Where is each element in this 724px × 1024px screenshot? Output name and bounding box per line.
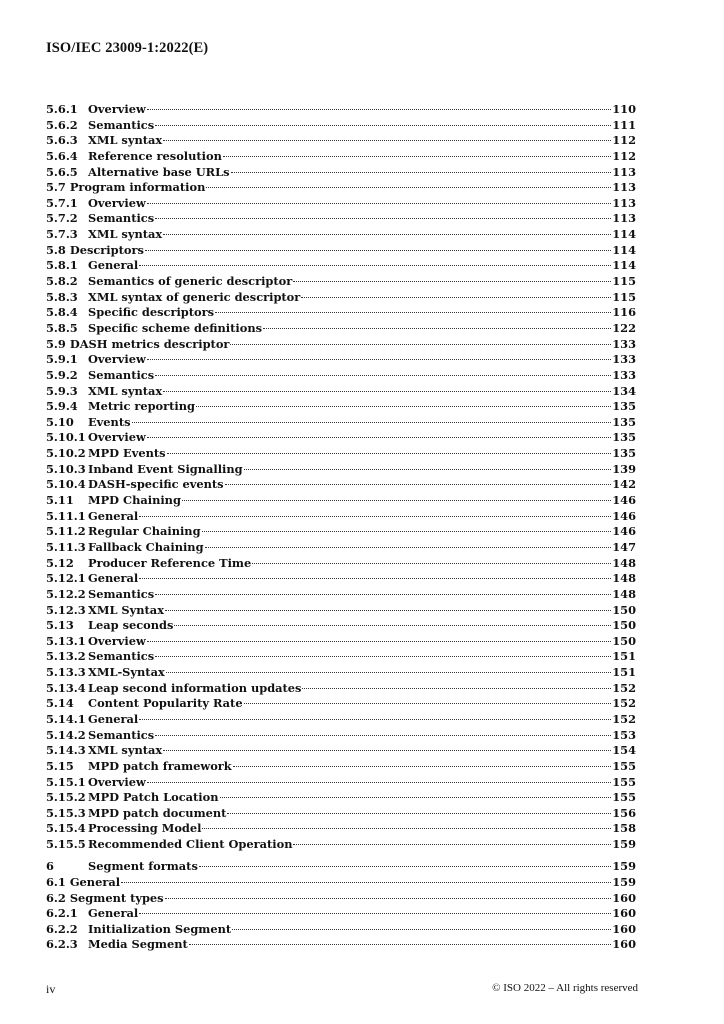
toc-entry-title: Segment formats <box>88 859 198 874</box>
toc-entry-page: 133 <box>612 336 636 351</box>
toc-entry-title: Content Popularity Rate <box>88 696 243 711</box>
toc-dot-leader <box>231 172 612 173</box>
toc-dot-leader <box>206 187 611 188</box>
toc-dot-leader <box>227 813 611 814</box>
toc-entry-number: 5.13.1 <box>46 633 86 648</box>
toc-entry-title: General <box>88 258 139 273</box>
toc-entry[interactable] <box>46 446 636 462</box>
toc-entry-title: Producer Reference Time <box>88 555 252 570</box>
toc-entry-number: 5.9.1 <box>46 352 78 367</box>
toc-entry-title: Program information <box>69 180 206 195</box>
toc-entry-number: 5.6.5 <box>46 164 78 179</box>
toc-entry[interactable] <box>46 649 636 665</box>
toc-entry-number: 5.15.2 <box>46 790 86 805</box>
toc-entry-number: 5.13.3 <box>46 665 86 680</box>
toc-entry-title: Reference resolution <box>88 148 222 163</box>
toc-dot-leader <box>263 328 611 329</box>
toc-entry[interactable] <box>46 290 636 306</box>
toc-entry-page: 148 <box>612 555 636 570</box>
toc-entry-page: 154 <box>612 743 636 758</box>
toc-entry[interactable] <box>46 524 636 540</box>
toc-entry-page: 115 <box>612 274 636 289</box>
toc-entry-number: 5.15.1 <box>46 774 86 789</box>
footer-page-number: iv <box>46 982 56 996</box>
toc-entry-page: 150 <box>612 618 636 633</box>
toc-entry[interactable] <box>46 149 636 165</box>
toc-dot-leader <box>252 563 611 564</box>
toc-entry-page: 146 <box>612 493 636 508</box>
toc-entry-number: 5.15.4 <box>46 821 86 836</box>
toc-entry[interactable] <box>46 321 636 337</box>
toc-entry-title: Semantics <box>88 211 155 226</box>
toc-entry-title: XML syntax <box>88 133 163 148</box>
toc-entry-number: 5.6.4 <box>46 148 78 163</box>
toc-entry-title: XML syntax <box>88 227 163 242</box>
toc-entry-number: 5.12.3 <box>46 602 86 617</box>
toc-entry-number: 5.8.4 <box>46 305 78 320</box>
toc-entry-number: 5.13 <box>46 618 74 633</box>
toc-dot-leader <box>165 898 612 899</box>
toc-entry-number: 5.8 <box>46 242 66 257</box>
toc-dot-leader <box>293 281 611 282</box>
toc-entry-number: 5.14.3 <box>46 743 86 758</box>
toc-entry-title: Semantics <box>88 367 155 382</box>
toc-entry-page: 113 <box>612 195 636 210</box>
toc-entry-page: 113 <box>612 180 636 195</box>
toc-entry[interactable] <box>46 728 636 744</box>
toc-dot-leader <box>139 578 611 579</box>
toc-entry-number: 5.6.1 <box>46 102 78 116</box>
toc-entry-page: 139 <box>612 461 636 476</box>
toc-entry-title: Overview <box>88 195 146 210</box>
toc-entry-number: 5.8.5 <box>46 320 78 335</box>
toc-entry[interactable] <box>46 712 636 728</box>
toc-entry-page: 160 <box>612 890 636 905</box>
toc-entry-title: Specific scheme definitions <box>88 320 263 335</box>
toc-dot-leader <box>163 234 611 235</box>
toc-entry[interactable] <box>46 337 636 353</box>
toc-dot-leader <box>147 641 611 642</box>
toc-entry[interactable] <box>46 540 636 556</box>
toc-entry-page: 150 <box>612 633 636 648</box>
toc-entry[interactable] <box>46 696 636 712</box>
toc-entry[interactable] <box>46 399 636 415</box>
toc-entry-title: Regular Chaining <box>88 524 201 539</box>
toc-entry[interactable] <box>46 133 636 149</box>
toc-entry[interactable] <box>46 837 636 853</box>
toc-entry-page: 153 <box>612 727 636 742</box>
toc-entry-page: 116 <box>612 305 636 320</box>
toc-entry-title: DASH metrics descriptor <box>69 336 230 351</box>
toc-entry[interactable] <box>46 509 636 525</box>
toc-entry-number: 5.9.2 <box>46 367 78 382</box>
toc-entry[interactable] <box>46 775 636 791</box>
toc-entry-number: 5.7.2 <box>46 211 78 226</box>
toc-dot-leader <box>147 359 611 360</box>
toc-dot-leader <box>244 703 612 704</box>
toc-entry-number: 6.1 <box>46 874 66 889</box>
toc-entry-title: MPD patch framework <box>88 758 232 773</box>
toc-entry-number: 5.10.1 <box>46 430 86 445</box>
toc-entry-title: Overview <box>88 102 146 116</box>
toc-entry-page: 135 <box>612 399 636 414</box>
toc-entry[interactable] <box>46 922 636 938</box>
toc-entry-title: Initialization Segment <box>88 921 232 936</box>
toc-dot-leader <box>215 312 611 313</box>
toc-dot-leader <box>223 156 611 157</box>
toc-entry[interactable] <box>46 227 636 243</box>
toc-entry[interactable] <box>46 821 636 837</box>
toc-entry[interactable] <box>46 571 636 587</box>
toc-dot-leader <box>139 913 611 914</box>
toc-entry[interactable] <box>46 790 636 806</box>
toc-entry-title: Overview <box>88 430 146 445</box>
toc-entry[interactable] <box>46 665 636 681</box>
toc-entry-number: 5.9.4 <box>46 399 78 414</box>
toc-entry-page: 146 <box>612 508 636 523</box>
toc-entry-title: Segment types <box>69 890 164 905</box>
toc-entry[interactable] <box>46 859 636 875</box>
toc-entry-page: 146 <box>612 524 636 539</box>
toc-entry-title: Media Segment <box>88 937 188 952</box>
toc-dot-leader <box>232 929 611 930</box>
toc-entry-page: 114 <box>612 227 636 242</box>
toc-entry-page: 122 <box>612 320 636 335</box>
toc-dot-leader <box>121 882 611 883</box>
toc-entry-number: 5.10 <box>46 414 74 429</box>
table-of-contents <box>46 102 636 953</box>
toc-dot-leader <box>155 125 611 126</box>
toc-entry[interactable] <box>46 477 636 493</box>
toc-entry-page: 135 <box>612 414 636 429</box>
toc-entry[interactable] <box>46 603 636 619</box>
toc-entry-number: 5.13.2 <box>46 649 86 664</box>
toc-dot-leader <box>155 656 611 657</box>
toc-entry-title: General <box>69 874 121 889</box>
toc-entry[interactable] <box>46 681 636 697</box>
toc-entry-title: Overview <box>88 633 146 648</box>
toc-dot-leader <box>189 944 611 945</box>
toc-entry-title: Specific descriptors <box>88 305 215 320</box>
toc-entry-number: 5.11 <box>46 493 74 508</box>
toc-entry-number: 5.13.4 <box>46 680 86 695</box>
toc-entry-page: 152 <box>612 696 636 711</box>
toc-entry-page: 147 <box>612 539 636 554</box>
toc-entry-page: 150 <box>612 602 636 617</box>
toc-dot-leader <box>202 531 612 532</box>
toc-entry-title: Leap seconds <box>88 618 174 633</box>
toc-entry[interactable] <box>46 196 636 212</box>
toc-entry-number: 6.2.2 <box>46 921 78 936</box>
toc-entry-number: 5.12.2 <box>46 586 86 601</box>
toc-entry-number: 5.11.2 <box>46 524 86 539</box>
toc-entry-number: 5.11.3 <box>46 539 86 554</box>
toc-entry-page: 155 <box>612 774 636 789</box>
toc-entry-page: 112 <box>612 148 636 163</box>
toc-entry-number: 5.11.1 <box>46 508 86 523</box>
toc-entry-page: 135 <box>612 446 636 461</box>
toc-entry-title: Semantics <box>88 586 155 601</box>
toc-entry-title: Descriptors <box>69 242 144 257</box>
toc-dot-leader <box>174 625 611 626</box>
toc-entry-number: 5.9 <box>46 336 66 351</box>
toc-entry-page: 155 <box>612 758 636 773</box>
toc-entry-title: Semantics <box>88 649 155 664</box>
toc-entry[interactable] <box>46 743 636 759</box>
toc-entry-number: 5.7 <box>46 180 66 195</box>
toc-entry[interactable] <box>46 415 636 431</box>
toc-dot-leader <box>155 375 611 376</box>
toc-dot-leader <box>163 140 611 141</box>
toc-entry-number: 6 <box>46 859 54 874</box>
toc-entry[interactable] <box>46 352 636 368</box>
toc-dot-leader <box>163 750 611 751</box>
toc-entry-title: DASH-specific events <box>88 477 224 492</box>
toc-entry-title: Alternative base URLs <box>88 164 230 179</box>
toc-entry-number: 5.10.4 <box>46 477 86 492</box>
toc-dot-leader <box>225 484 612 485</box>
toc-entry-title: General <box>88 508 139 523</box>
toc-entry-page: 160 <box>612 937 636 952</box>
toc-entry-page: 158 <box>612 821 636 836</box>
toc-entry-page: 159 <box>612 859 636 874</box>
toc-entry-number: 5.12.1 <box>46 571 86 586</box>
toc-entry-number: 5.10.3 <box>46 461 86 476</box>
toc-entry-page: 159 <box>612 837 636 852</box>
toc-entry-page: 133 <box>612 367 636 382</box>
toc-dot-leader <box>166 672 611 673</box>
toc-entry-page: 135 <box>612 430 636 445</box>
toc-dot-leader <box>220 797 612 798</box>
toc-dot-leader <box>301 297 611 298</box>
toc-entry[interactable] <box>46 368 636 384</box>
toc-entry[interactable] <box>46 493 636 509</box>
toc-entry-page: 113 <box>612 164 636 179</box>
toc-entry-page: 142 <box>612 477 636 492</box>
toc-entry-number: 5.6.2 <box>46 117 78 132</box>
toc-entry-title: General <box>88 711 139 726</box>
toc-entry-number: 6.2.1 <box>46 906 78 921</box>
toc-dot-leader <box>147 437 611 438</box>
toc-entry-title: Events <box>88 414 131 429</box>
toc-entry-number: 5.14.2 <box>46 727 86 742</box>
toc-entry-title: Fallback Chaining <box>88 539 204 554</box>
toc-entry[interactable] <box>46 891 636 907</box>
footer-copyright: © ISO 2022 – All rights reserved <box>492 982 638 994</box>
toc-entry-number: 5.8.1 <box>46 258 78 273</box>
toc-entry-page: 113 <box>612 211 636 226</box>
toc-entry-title: General <box>88 571 139 586</box>
toc-dot-leader <box>233 766 612 767</box>
toc-entry-title: XML syntax of generic descriptor <box>88 289 301 304</box>
toc-entry[interactable] <box>46 462 636 478</box>
toc-entry-title: XML syntax <box>88 383 163 398</box>
toc-entry[interactable] <box>46 937 636 953</box>
toc-dot-leader <box>199 866 611 867</box>
toc-entry-page: 115 <box>612 289 636 304</box>
toc-dot-leader <box>182 500 611 501</box>
toc-entry-title: Metric reporting <box>88 399 195 414</box>
toc-entry[interactable] <box>46 556 636 572</box>
toc-entry-title: Recommended Client Operation <box>88 837 293 852</box>
toc-entry-page: 160 <box>612 906 636 921</box>
toc-entry-page: 133 <box>612 352 636 367</box>
toc-entry-title: MPD Chaining <box>88 493 181 508</box>
toc-entry-page: 159 <box>612 874 636 889</box>
toc-entry-number: 5.7.1 <box>46 195 78 210</box>
toc-dot-leader <box>202 828 611 829</box>
toc-entry-page: 160 <box>612 921 636 936</box>
toc-entry-title: MPD Events <box>88 446 166 461</box>
toc-entry-title: General <box>88 906 139 921</box>
toc-entry-title: Leap second information updates <box>88 680 302 695</box>
toc-entry-title: Semantics <box>88 117 155 132</box>
toc-entry-title: Inband Event Signalling <box>88 461 243 476</box>
toc-entry-number: 5.8.3 <box>46 289 78 304</box>
document-header: ISO/IEC 23009-1:2022(E) <box>46 40 209 56</box>
toc-entry[interactable] <box>46 102 636 118</box>
toc-entry[interactable] <box>46 274 636 290</box>
toc-entry-number: 5.15.5 <box>46 837 86 852</box>
toc-entry-title: MPD Patch Location <box>88 790 219 805</box>
toc-entry[interactable] <box>46 118 636 134</box>
toc-entry-number: 5.10.2 <box>46 446 86 461</box>
toc-entry[interactable] <box>46 759 636 775</box>
toc-dot-leader <box>205 547 612 548</box>
toc-entry[interactable] <box>46 180 636 196</box>
toc-entry-title: Semantics <box>88 727 155 742</box>
toc-entry[interactable] <box>46 305 636 321</box>
toc-entry[interactable] <box>46 806 636 822</box>
toc-entry-title: Overview <box>88 774 146 789</box>
toc-entry-page: 114 <box>612 258 636 273</box>
toc-entry-title: XML-Syntax <box>88 665 165 680</box>
toc-entry[interactable] <box>46 634 636 650</box>
toc-entry[interactable] <box>46 587 636 603</box>
toc-entry-number: 5.7.3 <box>46 227 78 242</box>
toc-entry[interactable] <box>46 618 636 634</box>
toc-dot-leader <box>293 844 611 845</box>
toc-entry-title: MPD patch document <box>88 805 227 820</box>
toc-entry-number: 6.2.3 <box>46 937 78 952</box>
toc-dot-leader <box>139 516 611 517</box>
toc-dot-leader <box>147 203 611 204</box>
toc-entry-title: Overview <box>88 352 146 367</box>
toc-dot-leader <box>147 109 611 110</box>
toc-entry-page: 152 <box>612 711 636 726</box>
toc-entry-title: Semantics of generic descriptor <box>88 274 293 289</box>
toc-entry-page: 111 <box>612 117 636 132</box>
toc-entry-title: Processing Model <box>88 821 202 836</box>
toc-entry-page: 110 <box>612 102 636 116</box>
toc-dot-leader <box>147 782 611 783</box>
toc-entry-page: 112 <box>612 133 636 148</box>
toc-entry-number: 5.14.1 <box>46 711 86 726</box>
toc-entry-number: 5.6.3 <box>46 133 78 148</box>
toc-dot-leader <box>139 265 611 266</box>
toc-entry-page: 134 <box>612 383 636 398</box>
toc-entry[interactable] <box>46 243 636 259</box>
toc-dot-leader <box>244 469 612 470</box>
toc-entry-title: XML Syntax <box>88 602 164 617</box>
toc-entry[interactable] <box>46 906 636 922</box>
toc-entry-page: 155 <box>612 790 636 805</box>
toc-dot-leader <box>302 688 611 689</box>
toc-entry-number: 5.15 <box>46 758 74 773</box>
toc-entry-number: 5.12 <box>46 555 74 570</box>
toc-entry[interactable] <box>46 875 636 891</box>
toc-entry-page: 148 <box>612 571 636 586</box>
toc-dot-leader <box>155 735 611 736</box>
toc-dot-leader <box>163 391 611 392</box>
toc-entry-number: 6.2 <box>46 890 66 905</box>
toc-entry-number: 5.8.2 <box>46 274 78 289</box>
toc-dot-leader <box>230 344 611 345</box>
toc-dot-leader <box>155 594 611 595</box>
toc-entry-page: 114 <box>612 242 636 257</box>
toc-entry-number: 5.14 <box>46 696 74 711</box>
toc-entry[interactable] <box>46 165 636 181</box>
toc-dot-leader <box>165 610 611 611</box>
toc-dot-leader <box>132 422 612 423</box>
toc-entry[interactable] <box>46 258 636 274</box>
toc-entry[interactable] <box>46 430 636 446</box>
toc-entry-page: 151 <box>612 649 636 664</box>
toc-dot-leader <box>155 218 611 219</box>
toc-dot-leader <box>167 453 612 454</box>
toc-entry[interactable] <box>46 384 636 400</box>
toc-entry-page: 156 <box>612 805 636 820</box>
toc-entry-page: 151 <box>612 665 636 680</box>
toc-entry-page: 152 <box>612 680 636 695</box>
toc-dot-leader <box>196 406 611 407</box>
toc-dot-leader <box>145 250 611 251</box>
toc-entry-number: 5.15.3 <box>46 805 86 820</box>
toc-entry-number: 5.9.3 <box>46 383 78 398</box>
toc-entry[interactable] <box>46 211 636 227</box>
toc-dot-leader <box>139 719 611 720</box>
toc-entry-title: XML syntax <box>88 743 163 758</box>
toc-entry-page: 148 <box>612 586 636 601</box>
